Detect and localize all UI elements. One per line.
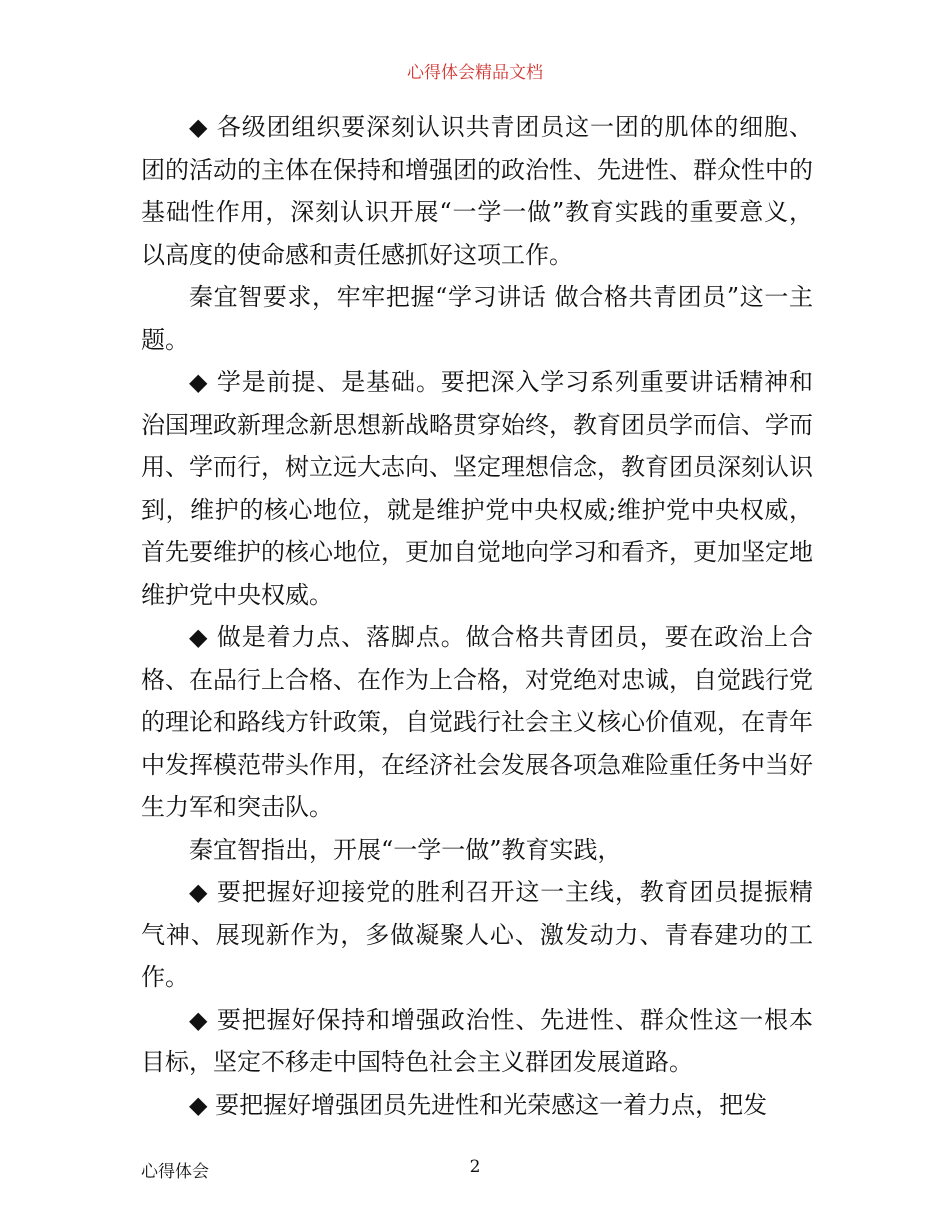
document-body [141,106,813,1126]
page-header-title: 心得体会精品文档 [407,63,543,83]
page-number: 2 [469,1157,481,1177]
paragraph-2: 秦宜智要求，牢牢把握“学习讲话 做合格共青团员”这一主题。 [141,283,813,354]
footer-label: 心得体会 [141,1162,209,1182]
paragraph-5: 秦宜智指出，开展“一学一做”教育实践， [189,835,622,864]
paragraph-8: ◆ 要把握好增强团员先进性和光荣感这一着力点，把发 [189,1090,768,1119]
paragraph-4: ◆ 做是着力点、落脚点。做合格共青团员，要在政治上合格、在品行上合格、在作为上合格，对党绝对忠诚，自觉践行党的理论和路线方针政策，自觉践行社会主义核心价值观，在青年中发挥模范带头作用，在经济社会发展各项急难险重任务中当好生力军和突击队。 [141,623,813,821]
paragraph-7: ◆ 要把握好保持和增强政治性、先进性、群众性这一根本目标，坚定不移走中国特色社会主义群团发展道路。 [141,1005,813,1076]
paragraph-3: ◆ 学是前提、是基础。要把深入学习系列重要讲话精神和治国理政新理念新思想新战略贯穿始终，教育团员学而信、学而用、学而行，树立远大志向、坚定理想信念，教育团员深刻认识到，维护的核心地位，就是维护党中央权威;维护党中央权威，首先要维护的核心地位，更加自觉地向学习和看齐，更加坚定地维护党中央权威。 [141,368,813,609]
paragraph-6: ◆ 要把握好迎接党的胜利召开这一主线，教育团员提振精气神、展现新作为，多做凝聚人心、激发动力、青春建功的工作。 [141,878,813,991]
paragraph-1: ◆ 各级团组织要深刻认识共青团员这一团的肌体的细胞、团的活动的主体在保持和增强团的政治性、先进性、群众性中的基础性作用，深刻认识开展“一学一做”教育实践的重要意义，以高度的使命感和责任感抓好这项工作。 [141,113,813,269]
